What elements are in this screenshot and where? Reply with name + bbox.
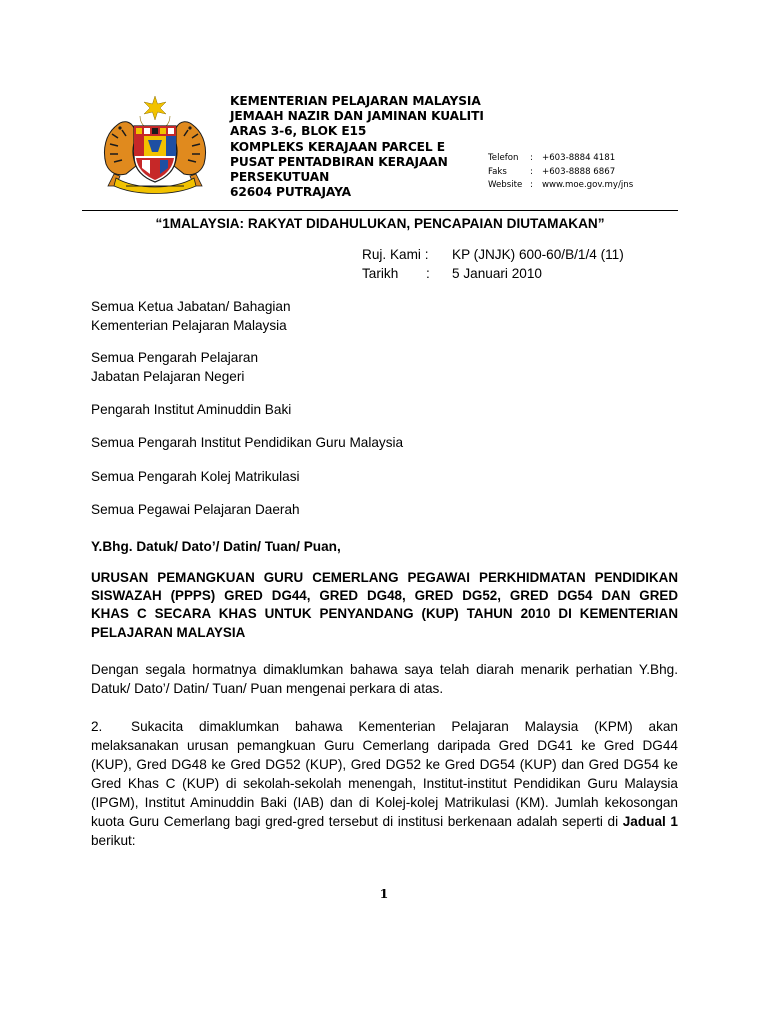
department-name: JEMAAH NAZIR DAN JAMINAN KUALITI <box>230 109 484 124</box>
paragraph-line: (KUP), Gred DG48 ke Gred DG52 (KUP), Gred DG52 ke Gred DG54 (KUP) dan Gred DG54 ke <box>91 757 678 772</box>
contact-separator: : <box>530 166 533 177</box>
paragraph-line-text: kuota Guru Cemerlang bagi gred-gred tersebut di institusi berkenaan adalah seperti di <box>91 814 619 829</box>
reference-block <box>362 245 624 283</box>
paragraph-line: berikut: <box>91 833 136 848</box>
contact-value: www.moe.gov.my/jns <box>542 180 634 191</box>
ministry-address-block <box>230 94 484 200</box>
recipient-group <box>91 298 291 335</box>
subject-line: PELAJARAN MALAYSIA <box>91 624 246 640</box>
subject-line: KHAS C SECARA KHAS UNTUK PENYANDANG (KUP) TAHUN 2010 DI KEMENTERIAN <box>91 606 678 622</box>
subject-line: SISWAZAH (PPPS) GRED DG44, GRED DG48, GRED DG52, GRED DG54 DAN GRED <box>91 588 678 604</box>
paragraph-line: (IPGM), Institut Aminuddin Baki (IAB) dan di Kolej-kolej Matrikulasi (KM). Jumlah kekosongan <box>91 795 678 810</box>
paragraph-number: 2. <box>91 719 103 734</box>
address-line: KOMPLEKS KERAJAAN PARCEL E <box>230 139 445 154</box>
paragraph-line-text: Sukacita dimaklumkan bahawa Kementerian Pelajaran Malaysia (KPM) akan <box>131 719 678 734</box>
paragraph-line <box>91 812 678 831</box>
recipient-line: Semua Ketua Jabatan/ Bahagian <box>91 299 291 314</box>
recipient-group <box>91 501 300 520</box>
paragraph-line: Datuk/ Dato’/ Datin/ Tuan/ Puan mengenai perkara di atas. <box>91 680 444 696</box>
contact-label: Website <box>488 180 523 191</box>
date-row <box>362 264 624 283</box>
slogan: “1MALAYSIA: RAKYAT DIDAHULUKAN, PENCAPAIAN DIUTAMAKAN” <box>155 216 605 231</box>
contact-label: Telefon <box>488 153 519 163</box>
recipient-group <box>91 349 258 386</box>
contact-telefon <box>488 152 633 166</box>
contact-value: +603-8888 6867 <box>542 166 616 177</box>
address-line: ARAS 3-6, BLOK E15 <box>230 124 367 139</box>
paragraph-line: Dengan segala hormatnya dimaklumkan bahawa saya telah diarah menarik perhatian Y.Bhg. <box>91 662 678 677</box>
address-line: 62604 PUTRAJAYA <box>230 185 351 200</box>
contact-value: +603-8884 4181 <box>542 153 616 163</box>
contact-separator: : <box>530 180 533 191</box>
page-number: 1 <box>379 886 389 901</box>
recipient-group <box>91 468 300 487</box>
paragraph-line: melaksanakan urusan pemangkuan Guru Cemerlang daripada Gred DG41 ke Gred DG44 <box>91 738 678 753</box>
recipient-line: Semua Pegawai Pelajaran Daerah <box>91 502 300 517</box>
table-reference: Jadual 1 <box>622 814 678 829</box>
header-divider <box>82 210 678 211</box>
subject-heading <box>91 569 678 642</box>
paragraph-line <box>91 717 678 736</box>
address-line: PUSAT PENTADBIRAN KERAJAAN <box>230 154 448 169</box>
contact-separator: : <box>530 153 533 163</box>
coat-of-arms-logo <box>96 94 214 194</box>
recipient-line: Semua Pengarah Institut Pendidikan Guru Malaysia <box>91 435 404 450</box>
subject-line: URUSAN PEMANGKUAN GURU CEMERLANG PEGAWAI PERKHIDMATAN PENDIDIKAN <box>91 570 678 585</box>
recipient-group <box>91 401 291 420</box>
reference-value: KP (JNJK) 600-60/B/1/4 (11) <box>452 247 624 262</box>
reference-label: Ruj. Kami : <box>362 247 429 262</box>
recipient-line: Semua Pengarah Kolej Matrikulasi <box>91 469 300 484</box>
recipient-line: Semua Pengarah Pelajaran <box>91 350 259 365</box>
contact-faks <box>488 166 633 180</box>
salutation: Y.Bhg. Datuk/ Dato’/ Datin/ Tuan/ Puan, <box>91 539 341 554</box>
recipient-group <box>91 434 403 453</box>
ministry-name: KEMENTERIAN PELAJARAN MALAYSIA <box>230 94 481 108</box>
contact-block <box>488 152 633 193</box>
contact-website <box>488 179 633 193</box>
reference-row <box>362 245 624 264</box>
paragraph-line: Gred Khas C (KUP) di sekolah-sekolah menengah, Institut-institut Pendidikan Guru Malaysia <box>91 776 678 791</box>
paragraph-2 <box>91 717 678 850</box>
recipient-line: Kementerian Pelajaran Malaysia <box>91 317 287 333</box>
date-value: 5 Januari 2010 <box>452 266 542 281</box>
address-line: PERSEKUTUAN <box>230 170 330 185</box>
paragraph-1 <box>91 661 678 698</box>
recipient-line: Pengarah Institut Aminuddin Baki <box>91 402 292 417</box>
date-separator: : <box>426 266 430 281</box>
date-label: Tarikh <box>362 266 399 281</box>
contact-label: Faks <box>488 166 507 177</box>
recipient-line: Jabatan Pelajaran Negeri <box>91 368 245 384</box>
